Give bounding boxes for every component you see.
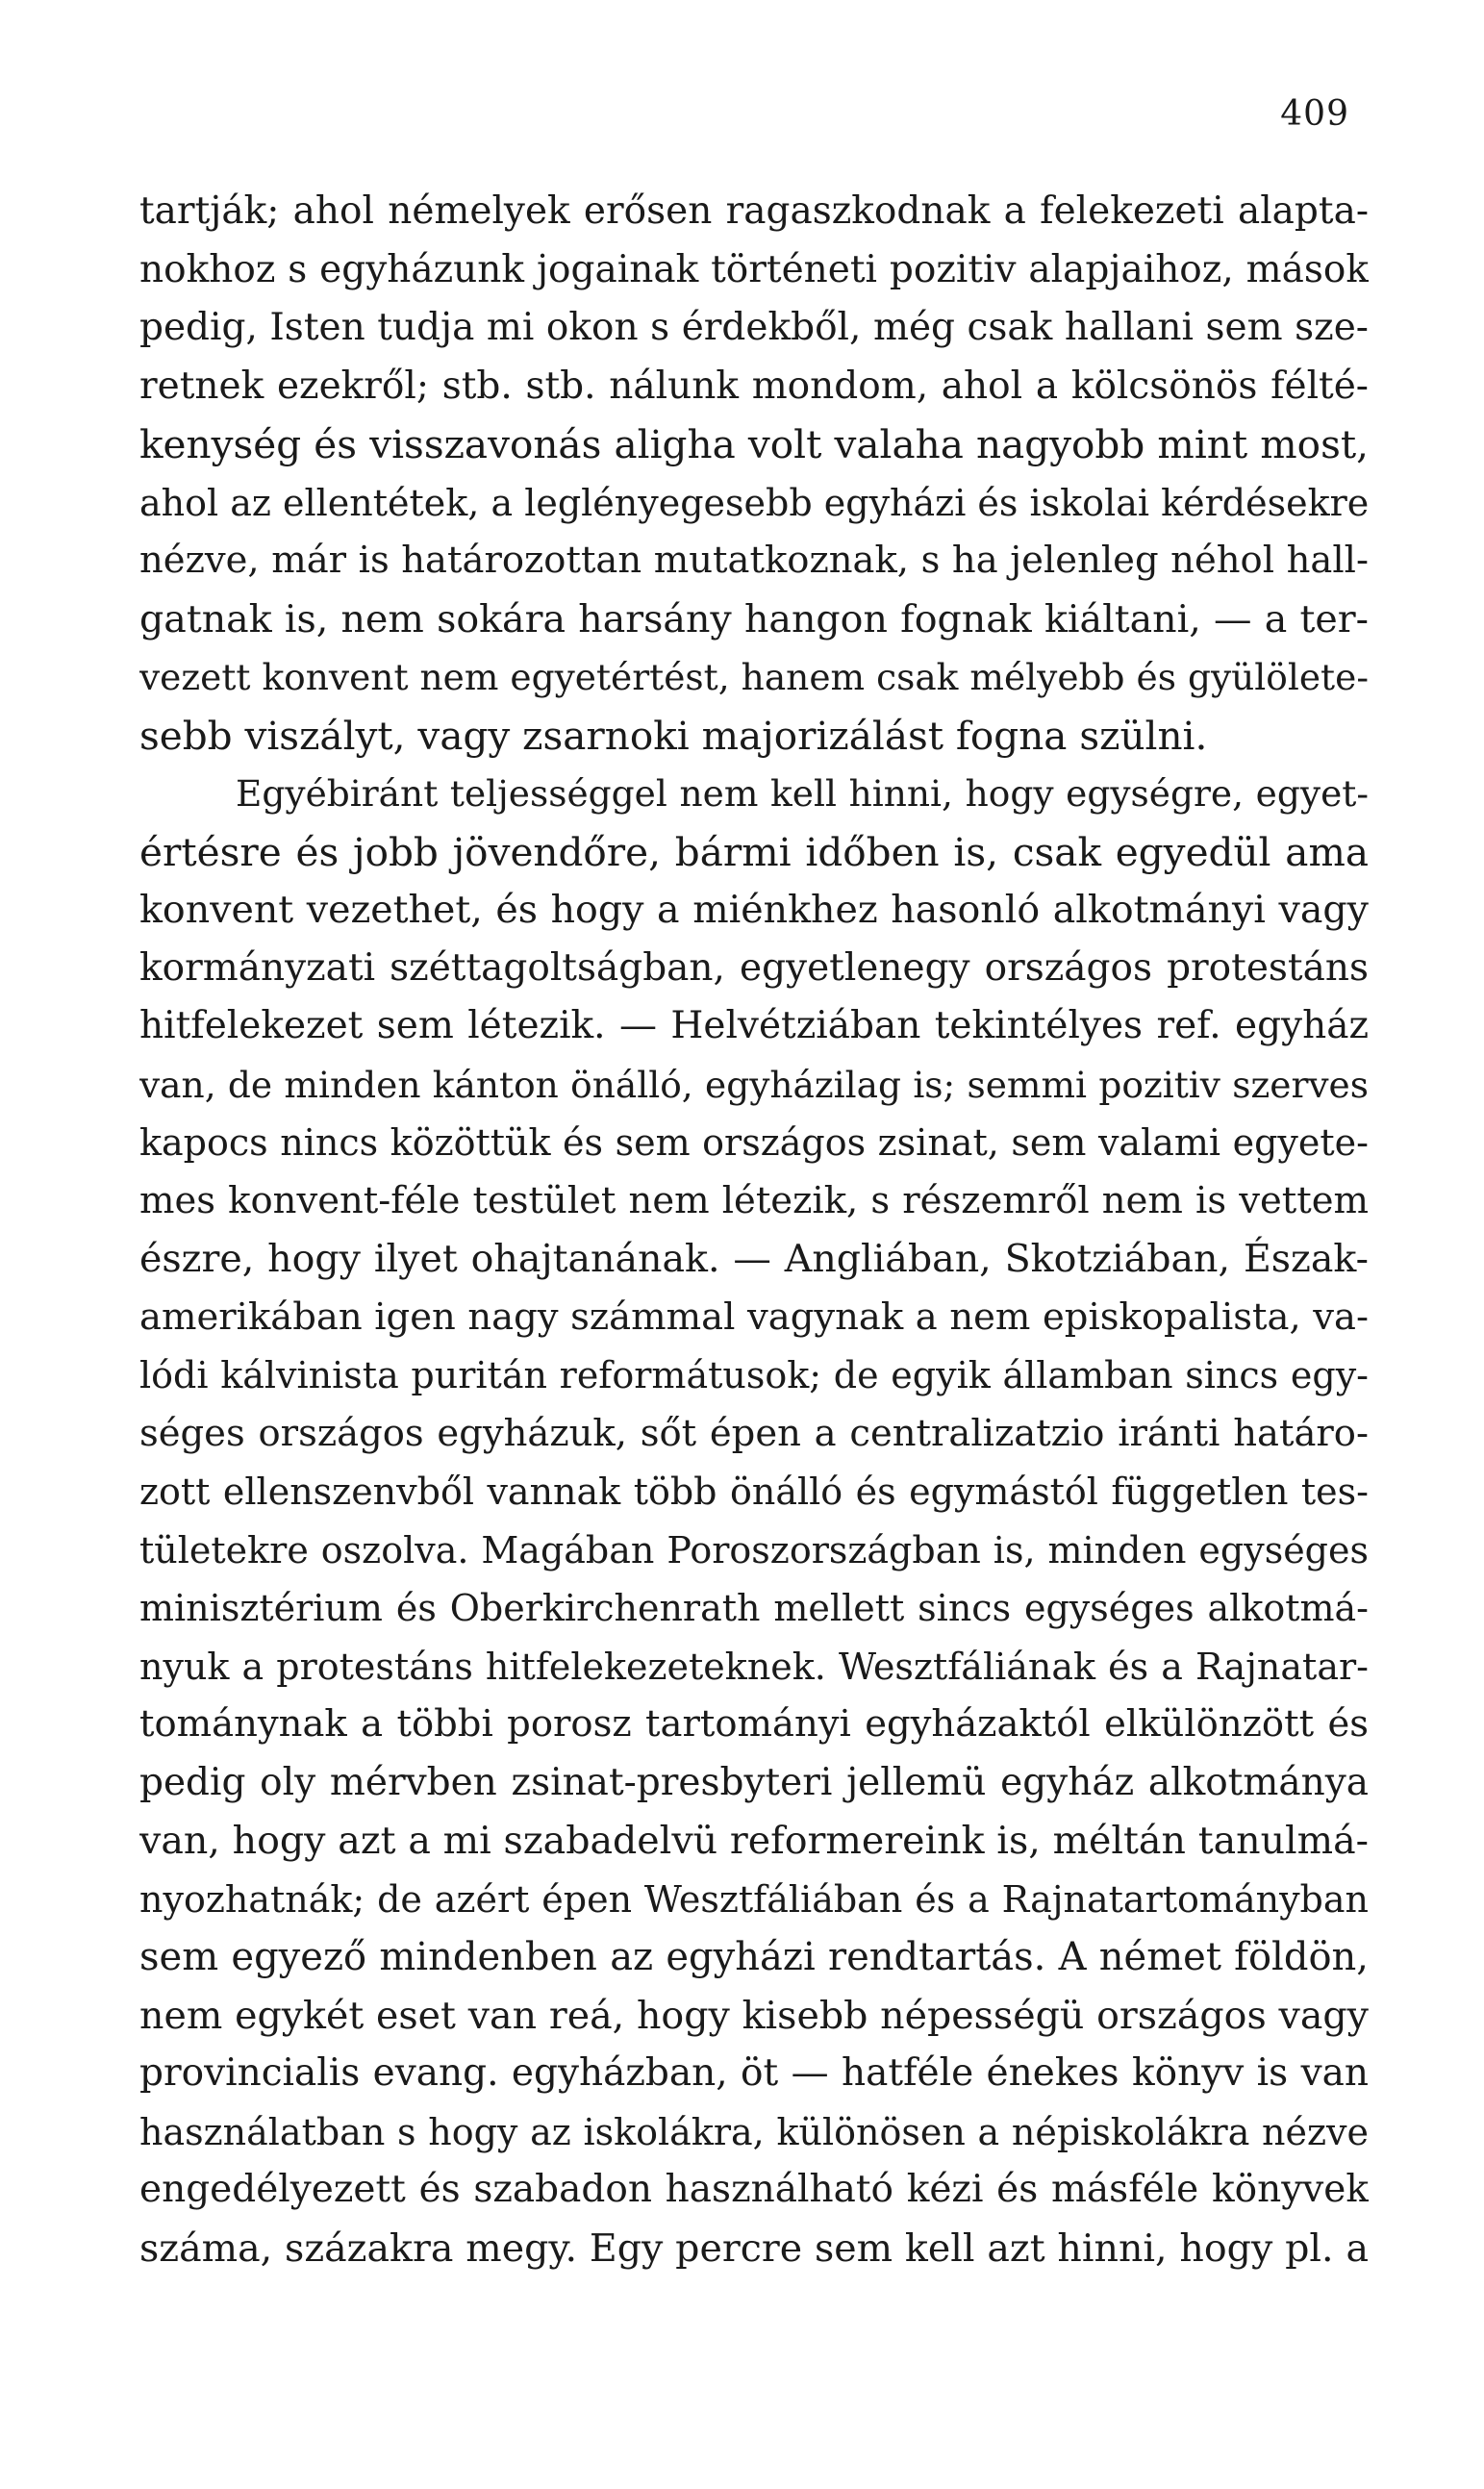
text-line: sem egyező mindenben az egyházi rendtartás. A német földön, bbox=[139, 1935, 1369, 1979]
text-line: gatnak is, nem sokára harsány hangon fognak kiáltani, — a ter- bbox=[139, 596, 1369, 641]
text-line: séges országos egyházuk, sőt épen a centralizatzio iránti határo- bbox=[139, 1411, 1369, 1455]
text-line: kapocs nincs közöttük és sem országos zsinat, sem valami egyete- bbox=[139, 1121, 1369, 1164]
text-line: nokhoz s egyházunk jogainak történeti pozitiv alapjaihoz, mások bbox=[139, 247, 1369, 291]
text-line: sebb viszályt, vagy zsarnoki majorizálást fogna szülni. bbox=[139, 712, 1208, 759]
text-line: nem egykét eset van reá, hogy kisebb népességü országos vagy bbox=[139, 1993, 1369, 2038]
text-line: nézve, már is határozottan mutatkoznak, s ha jelenleg néhol hall- bbox=[139, 539, 1369, 582]
text-line: pedig, Isten tudja mi okon s érdekből, még csak hallani sem sze- bbox=[139, 306, 1369, 349]
text-line: tománynak a többi porosz tartományi egyházaktól elkülönzött és bbox=[139, 1702, 1369, 1746]
text-line: engedélyezett és szabadon használható kézi és másféle könyvek bbox=[139, 2168, 1369, 2211]
text-line: tületekre oszolva. Magában Poroszországban is, minden egységes bbox=[139, 1528, 1369, 1571]
text-line: lódi kálvinista puritán reformátusok; de egyik államban sincs egy- bbox=[139, 1354, 1369, 1396]
text-line: kenység és visszavonás aligha volt valaha nagyobb mint most, bbox=[139, 421, 1369, 467]
text-line: kormányzati széttagoltságban, egyetlenegy országos protestáns bbox=[139, 945, 1369, 990]
body-text bbox=[139, 183, 1369, 2277]
text-line: hitfelekezet sem létezik. — Helvétziában tekintélyes ref. egyház bbox=[139, 1004, 1369, 1047]
text-line: nyuk a protestáns hitfelekezeteknek. Wesztfáliának és a Rajnatar- bbox=[139, 1645, 1369, 1688]
page-number: 409 bbox=[1280, 94, 1349, 134]
text-line: minisztérium és Oberkirchenrath mellett sincs egységes alkotmá- bbox=[139, 1587, 1369, 1629]
text-line: vezett konvent nem egyetértést, hanem csak mélyebb és gyülölete- bbox=[139, 656, 1369, 698]
text-line: nyozhatnák; de azért épen Wesztfáliában és a Rajnatartományban bbox=[139, 1877, 1369, 1921]
text-line: provincialis evang. egyházban, öt — hatféle énekes könyv is van bbox=[139, 2051, 1369, 2095]
paragraph-start-line: Egyébiránt teljességgel nem kell hinni, hogy egységre, egyet- bbox=[236, 772, 1369, 815]
text-line: konvent vezethet, és hogy a miénkhez hasonló alkotmányi vagy bbox=[139, 888, 1369, 932]
text-line: tartják; ahol némelyek erősen ragaszkodnak a felekezeti alapta- bbox=[139, 189, 1369, 233]
text-line: mes konvent-féle testület nem létezik, s részemről nem is vettem bbox=[139, 1178, 1369, 1222]
text-line: retnek ezekről; stb. stb. nálunk mondom, ahol a kölcsönös félté- bbox=[139, 364, 1369, 408]
text-line: értésre és jobb jövendőre, bármi időben is, csak egyedül ama bbox=[139, 828, 1369, 875]
text-line: van, hogy azt a mi szabadelvü reformereink is, méltán tanulmá- bbox=[139, 1819, 1369, 1863]
text-line: használatban s hogy az iskolákra, különösen a népiskolákra nézve bbox=[139, 2110, 1369, 2153]
text-line: amerikában igen nagy számmal vagynak a nem episkopalista, va- bbox=[139, 1295, 1369, 1339]
text-line: száma, százakra megy. Egy percre sem kell azt hinni, hogy pl. a bbox=[139, 2225, 1369, 2271]
text-line: észre, hogy ilyet ohajtanának. — Angliában, Skotziában, Észak- bbox=[139, 1237, 1369, 1281]
text-line: ahol az ellentétek, a leglényegesebb egyházi és iskolai kérdésekre bbox=[139, 481, 1369, 524]
text-line: van, de minden kánton önálló, egyházilag is; semmi pozitiv szerves bbox=[139, 1063, 1369, 1106]
text-line: pedig oly mérvben zsinat-presbyteri jellemü egyház alkotmánya bbox=[139, 1760, 1369, 1804]
text-line: zott ellenszenvből vannak több önálló és egymástól független tes- bbox=[139, 1471, 1369, 1513]
